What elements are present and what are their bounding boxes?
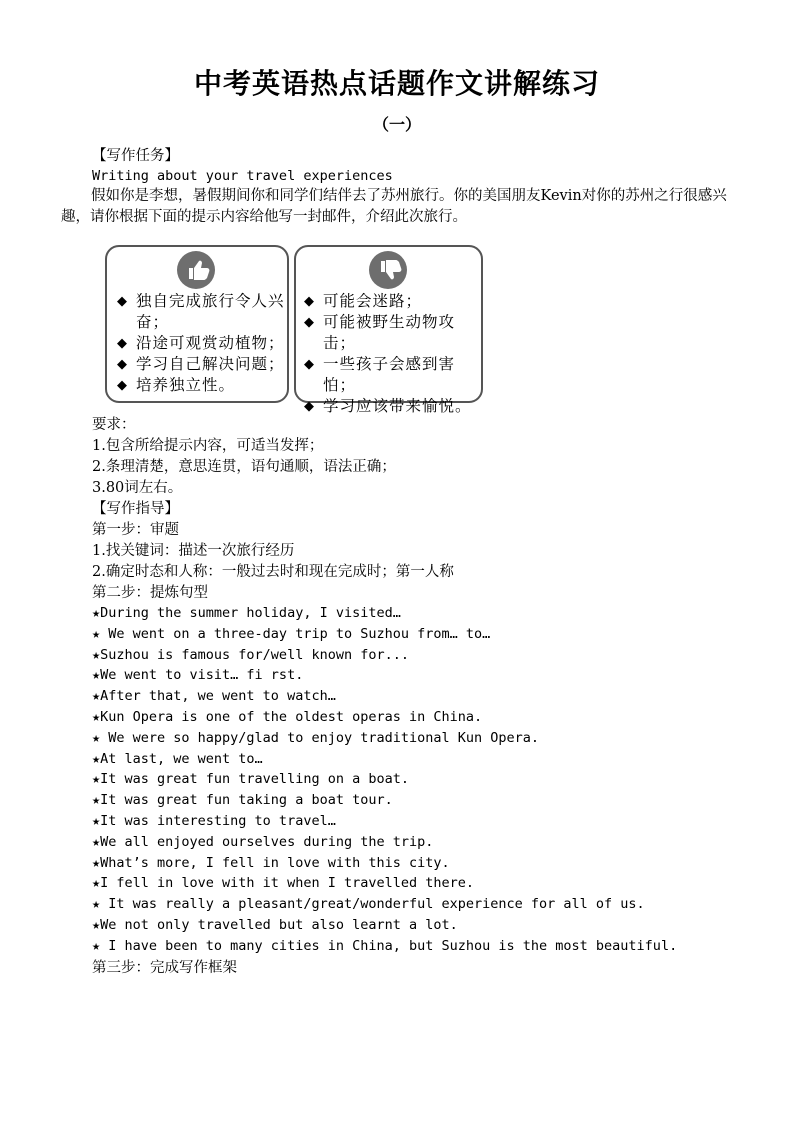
task-english-title: Writing about your travel experiences [92, 168, 393, 184]
sentence-pattern: ★We all enjoyed ourselves during the trip. [92, 833, 434, 850]
thumbs-up-icon-graphic [177, 251, 215, 289]
step1-item: 1.找关键词：描述一次旅行经历 [92, 543, 295, 559]
guide-heading: 【写作指导】 [92, 501, 179, 517]
cons-box [294, 245, 483, 415]
sentence-pattern: ★We not only travelled but also learnt a lot. [92, 916, 458, 933]
sentence-pattern: ★After that, we went to watch… [92, 688, 336, 705]
task-heading: 【写作任务】 [92, 148, 179, 164]
sentence-pattern: ★At last, we went to… [92, 750, 263, 767]
sentence-pattern: ★ We were so happy/glad to enjoy traditional Kun Opera. [92, 729, 540, 746]
pros-item: ◆ 学习自己解决问题； [117, 354, 287, 375]
cons-item: ◆ 一些孩子会感到害怕； [304, 354, 481, 396]
cons-item: ◆ 可能被野生动物攻击； [304, 312, 481, 354]
step1-item: 2.确定时态和人称：一般过去时和现在完成时；第一人称 [92, 564, 454, 580]
thumbs-down-icon-graphic [369, 251, 407, 289]
page-title: 中考英语热点话题作文讲解练习 [193, 67, 600, 100]
pros-item: ◆ 独自完成旅行令人兴奋； [117, 291, 287, 333]
step1-heading: 第一步：审题 [92, 522, 179, 538]
requirement-item: 3.80词左右。 [92, 480, 183, 496]
sentence-pattern: ★What’s more, I fell in love with this city. [92, 854, 450, 871]
thumbs-up-icon [177, 251, 215, 289]
requirements-heading: 要求： [92, 417, 136, 433]
requirement-item: 1.包含所给提示内容，可适当发挥； [92, 438, 324, 454]
requirement-item: 2.条理清楚，意思连贯，语句通顺，语法正确； [92, 459, 396, 475]
thumbs-down-icon [369, 251, 407, 289]
sentence-pattern: ★ We went on a three-day trip to Suzhou from… to… [92, 625, 491, 642]
sentence-pattern: ★It was interesting to travel… [92, 812, 336, 829]
page-subtitle: （一） [372, 115, 421, 134]
pros-item: ◆ 培养独立性。 [117, 375, 287, 396]
pros-list [117, 291, 287, 396]
cons-item: ◆ 学习应该带来愉悦。 [304, 396, 481, 417]
sentence-pattern: ★Suzhou is famous for/well known for... [92, 646, 409, 663]
step3-heading: 第三步：完成写作框架 [92, 960, 237, 976]
sentence-pattern: ★Kun Opera is one of the oldest operas in China. [92, 708, 483, 725]
sentence-pattern: ★ It was really a pleasant/great/wonderful experience for all of us. [92, 896, 645, 913]
sentence-pattern: ★We went to visit… fi rst. [92, 667, 304, 684]
sentence-pattern: ★I fell in love with it when I travelled there. [92, 875, 475, 892]
pros-item: ◆ 沿途可观赏动植物； [117, 333, 287, 354]
sentence-pattern: ★During the summer holiday, I visited… [92, 605, 401, 621]
pros-box [105, 245, 289, 403]
sentence-pattern: ★It was great fun travelling on a boat. [92, 771, 409, 788]
cons-item: ◆ 可能会迷路； [304, 291, 481, 312]
cons-list [304, 291, 481, 417]
sentence-pattern: ★ I have been to many cities in China, but Suzhou is the most beautiful. [92, 937, 678, 954]
sentence-pattern: ★It was great fun taking a boat tour. [92, 792, 393, 809]
step2-heading: 第二步：提炼句型 [92, 585, 208, 601]
sentence-pattern-list [92, 603, 677, 957]
task-paragraph: 假如你是李想，暑假期间你和同学们结伴去了苏州旅行。你的美国朋友Kevin对你的苏州之行很感兴趣，请你根据下面的提示内容给他写一封邮件，介绍此次旅行。 [61, 188, 727, 225]
